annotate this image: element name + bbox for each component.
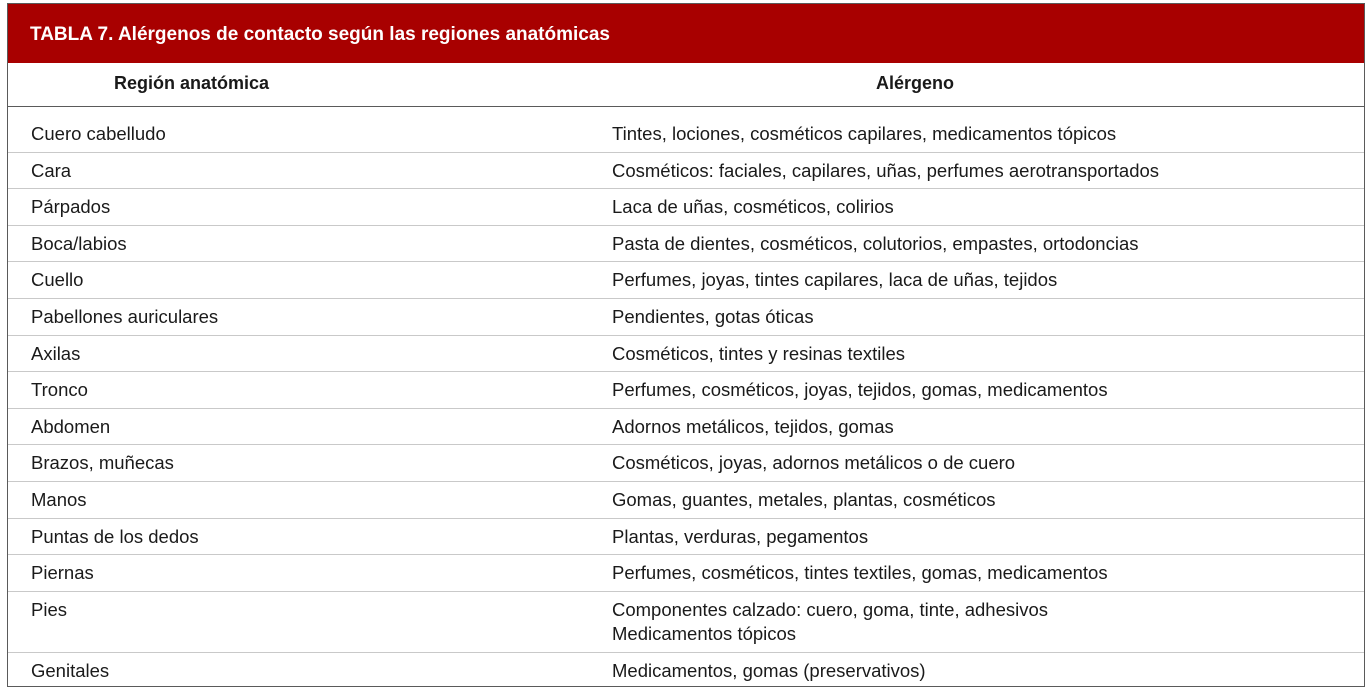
column-header-region: Región anatómica <box>114 73 270 93</box>
table-row <box>8 262 1364 299</box>
allergen-cell <box>612 268 1057 292</box>
allergen-line: Cosméticos: faciales, capilares, uñas, perfumes aerotransportados <box>612 159 1160 181</box>
table-row <box>8 555 1364 592</box>
table-row <box>8 116 1364 153</box>
region-cell: Párpados <box>31 196 111 218</box>
allergen-line: Plantas, verduras, pegamentos <box>612 525 869 547</box>
table-body <box>8 107 1364 687</box>
region-cell: Cara <box>31 159 72 181</box>
allergen-cell <box>612 232 1139 256</box>
table-row <box>8 482 1364 519</box>
allergen-line: Cosméticos, joyas, adornos metálicos o de cuero <box>612 452 1016 474</box>
allergen-cell <box>612 525 868 549</box>
region-cell: Brazos, muñecas <box>31 452 174 474</box>
allergen-cell <box>612 598 1048 646</box>
allergen-table <box>7 3 1365 687</box>
region-cell: Manos <box>31 488 87 510</box>
table-row <box>8 372 1364 409</box>
table-row <box>8 226 1364 263</box>
allergen-line: Gomas, guantes, metales, plantas, cosméticos <box>612 488 996 510</box>
region-cell: Puntas de los dedos <box>31 525 199 547</box>
table-row <box>8 336 1364 373</box>
allergen-line: Medicamentos, gomas (preservativos) <box>612 659 926 681</box>
table-row <box>8 409 1364 446</box>
allergen-cell <box>612 159 1159 183</box>
allergen-cell <box>612 305 814 329</box>
region-cell: Boca/labios <box>31 232 127 254</box>
table-row <box>8 519 1364 556</box>
table-header-row <box>8 63 1364 107</box>
allergen-cell <box>612 415 894 439</box>
table-row <box>8 189 1364 226</box>
allergen-line: Adornos metálicos, tejidos, gomas <box>612 415 894 437</box>
allergen-line: Medicamentos tópicos <box>612 622 797 644</box>
allergen-cell <box>612 122 1116 146</box>
allergen-line: Tintes, lociones, cosméticos capilares, medicamentos tópicos <box>612 123 1117 144</box>
allergen-cell <box>612 561 1108 585</box>
allergen-line: Pasta de dientes, cosméticos, colutorios, empastes, ortodoncias <box>612 232 1139 254</box>
table-row <box>8 445 1364 482</box>
allergen-line: Cosméticos, tintes y resinas textiles <box>612 342 906 364</box>
region-cell: Pies <box>31 598 67 620</box>
table-title: TABLA 7. Alérgenos de contacto según las regiones anatómicas <box>8 4 1364 63</box>
region-cell: Cuero cabelludo <box>31 123 166 144</box>
region-cell: Abdomen <box>31 415 111 437</box>
table-row <box>8 592 1364 653</box>
allergen-cell <box>612 342 905 366</box>
region-cell: Axilas <box>31 342 81 364</box>
allergen-cell <box>612 659 926 683</box>
allergen-cell <box>612 378 1108 402</box>
allergen-cell <box>612 195 894 219</box>
allergen-line: Laca de uñas, cosméticos, colirios <box>612 196 894 218</box>
allergen-cell <box>612 451 1015 475</box>
region-cell: Tronco <box>31 379 88 401</box>
region-cell: Cuello <box>31 269 84 291</box>
table-row <box>8 299 1364 336</box>
allergen-line: Perfumes, cosméticos, joyas, tejidos, gomas, medicamentos <box>612 379 1108 401</box>
table-row <box>8 653 1364 687</box>
region-cell: Pabellones auriculares <box>31 305 219 327</box>
allergen-line: Pendientes, gotas óticas <box>612 305 814 327</box>
region-cell: Piernas <box>31 562 94 584</box>
allergen-line: Componentes calzado: cuero, goma, tinte, adhesivos <box>612 598 1049 620</box>
allergen-line: Perfumes, joyas, tintes capilares, laca de uñas, tejidos <box>612 269 1058 291</box>
region-cell: Genitales <box>31 659 110 681</box>
table-row <box>8 153 1364 190</box>
allergen-cell <box>612 488 996 512</box>
column-header-allergen: Alérgeno <box>876 73 955 93</box>
allergen-line: Perfumes, cosméticos, tintes textiles, gomas, medicamentos <box>612 562 1108 584</box>
